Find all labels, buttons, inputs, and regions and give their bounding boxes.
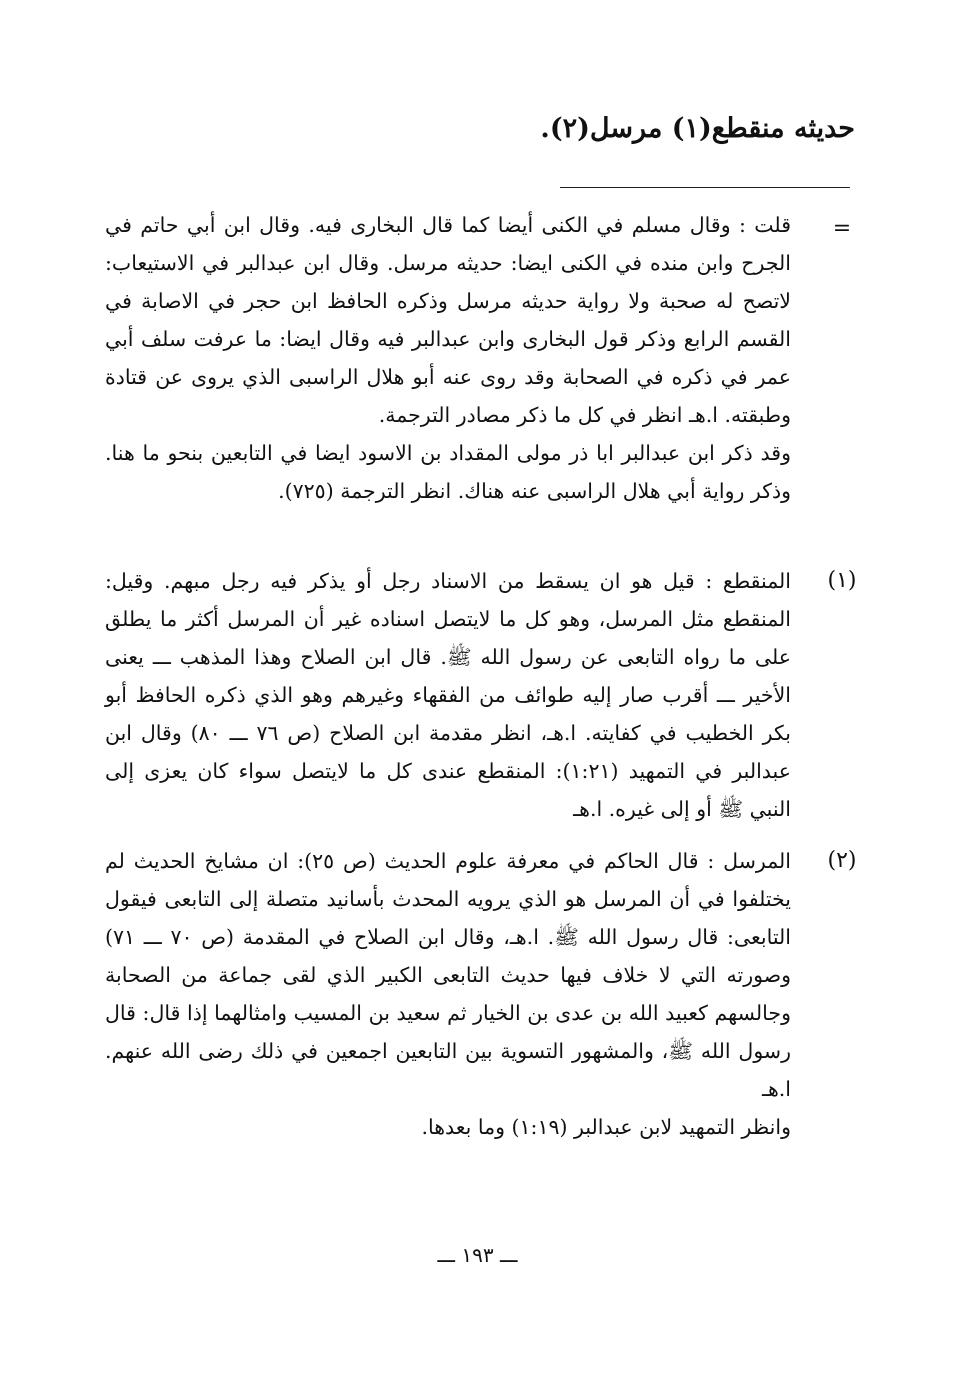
footnote-2-marker: (٢) [827,848,857,873]
continuation-paragraph: وقد ذكر ابن عبدالبر ابا ذر مولى المقداد بن الاسود ايضا في التابعين بنحو ما هنا. وذكر رواية أبي هلال الراسبى عنه هناك. انظر الترجمة (٧٢٥). [105,441,791,503]
continuation-note [105,206,791,510]
footnote-1 [105,562,791,828]
footnote-2-paragraph: وانظر التمهيد لابن عبدالبر (١:١٩) وما بعدها. [421,1115,791,1139]
footnote-separator-rule [560,187,850,188]
main-text-line: حديثه منقطع(١) مرسل(٢). [540,113,855,144]
continuation-paragraph: قلت : وقال مسلم في الكنى أيضا كما قال البخارى فيه. وقال ابن أبي حاتم في الجرح وابن منده في الكنى ايضا: حديثه مرسل. وقال ابن عبدالبر في الاستيعاب: لاتصح له صحبة ولا رواية حديثه مرسل وذكره الحافظ ابن حجر في الاصابة في القسم الرابع وذكر قول البخارى وابن عبدالبر فيه وقال ايضا: ما عرفت سلف أبي عمر في ذكره في الصحابة وقد روى عنه أبو هلال الراسبى الذي يروى عن قتادة وطبقته. ا.هـ انظر في كل ما ذكر مصادر الترجمة. [105,213,791,427]
footnote-2-paragraph: المرسل : قال الحاكم في معرفة علوم الحديث (ص ٢٥): ان مشايخ الحديث لم يختلفوا في أن المرسل هو الذي يرويه المحدث بأسانيد متصلة إلى التابعى فيقول التابعى: قال رسول الله ﷺ. ا.هـ، وقال ابن الصلاح في المقدمة (ص ٧٠ ـــ ٧١) وصورته التي لا خلاف فيها حديث التابعى الكبير الذي لقى جماعة من الصحابة وجالسهم كعبيد الله بن عدى بن الخيار ثم سعيد بن المسيب وامثالهما إذا قال: قال رسول الله ﷺ، والمشهور التسوية بين التابعين اجمعين في ذلك رضى الله عنهم. ا.هـ [105,849,791,1101]
page-number: ـــ ١٩٣ ـــ [437,1243,518,1267]
footnote-1-marker: (١) [827,568,857,593]
footnote-1-paragraph: المنقطع : قيل هو ان يسقط من الاسناد رجل أو يذكر فيه رجل مبهم. وقيل: المنقطع مثل المرسل، وهو كل ما لايتصل اسناده غير أن المرسل أكثر ما يطلق على ما رواه التابعى عن رسول الله ﷺ. قال ابن الصلاح وهذا المذهب ـــ يعنى الأخير ـــ أقرب صار إليه طوائف من الفقهاء وغيرهم وهو الذي ذكره الحافظ أبو بكر الخطيب في كفايته. ا.هـ، انظر مقدمة ابن الصلاح (ص ٧٦ ـــ ٨٠) وقال ابن عبدالبر في التمهيد (١:٢١): المنقطع عندى كل ما لايتصل سواء كان يعزى إلى النبي ﷺ أو إلى غيره. ا.هـ [105,569,791,821]
continuation-marker: = [832,216,852,241]
footnote-2 [105,842,791,1146]
